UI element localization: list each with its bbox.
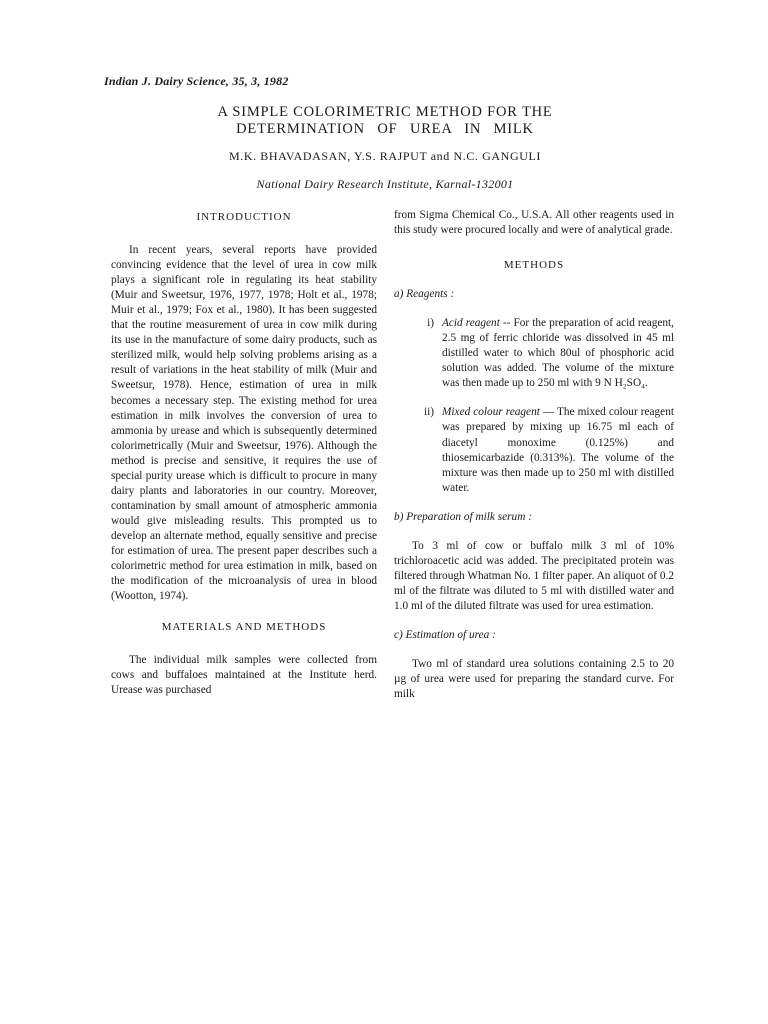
item-number: i) — [427, 317, 434, 330]
item-body: — The mixed colour reagent was prepared by mixing up 16.75 ml each of diacetyl monoxime (0.125%) and thiosemicarbazide (0.313%). The volume of the mixture was then made up to 250 ml with distilled water. — [442, 406, 674, 494]
section-heading-methods: METHODS — [503, 259, 565, 272]
milk-serum-paragraph: To 3 ml of cow or buffalo milk 3 ml of 10% trichloroacetic acid was added. The precipitated protein was filtered through Whatman No. 1 filter paper. An aliquot of 0.2 ml of the filtrate was diluted to 5 ml with distilled water and 1.0 ml of the diluted filtrate was used for urea estimation. — [394, 539, 674, 612]
paper-title-line2: DETERMINATION OF UREA IN MILK — [236, 121, 534, 137]
subheading-urea-estimation: c) Estimation of urea : — [394, 628, 496, 641]
author-list: M.K. BHAVADASAN, Y.S. RAJPUT and N.C. GANGULI — [228, 149, 542, 163]
introduction-paragraph: In recent years, several reports have provided convincing evidence that the level of urea in cow milk plays a significant role in regulating its heat stability (Muir and Sweetsur, 1976, 1977, 1978; Holt et al., 1978; Muir et al., 1979; Fox et al., 1980). It has been suggested that the routine measurement of urea in cow milk during its use in the manufacture of some dairy products, such as sterilized milk, would help solving problems arising as a result of variations in the heat stability of milk (Muir and Sweetsur, 1978). Hence, estimation of urea in milk becomes a necessary step. The existing method for urea estimation in milk involves the conversion of urea to ammonia by urease and which is subsequently determined colorimetrically (Muir and Sweetsur, 1976). Although the method is precise and sensitive, it requires the use of special purity urease which is difficult to procure in many dairy plants and laboratories in our country. Moreover, contamination by small amount of atmospheric ammonia would give misleading results. This prompted us to develop an alternate method, equally sensitive and precise for estimation of urea. The present paper describes such a colorimetric method for urea estimation in milk, based on the modification of the microanalysis of urea in blood (Wootton, 1974). — [111, 244, 377, 603]
section-heading-introduction: INTRODUCTION — [196, 211, 292, 223]
subheading-reagents: a) Reagents : — [394, 288, 455, 301]
right-column — [394, 208, 674, 702]
item-number: ii) — [423, 406, 434, 419]
affiliation: National Dairy Research Institute, Karnal-132001 — [256, 177, 514, 191]
reagent-item-acid — [394, 316, 674, 391]
item-label: Mixed colour reagent — [442, 406, 540, 419]
section-heading-materials-methods: MATERIALS AND METHODS — [161, 621, 327, 634]
left-column — [111, 208, 377, 698]
item-label: Acid reagent — [442, 317, 500, 330]
item-text — [442, 405, 674, 495]
subheading-milk-serum: b) Preparation of milk serum : — [394, 510, 532, 523]
reagent-item-mixed-colour — [394, 405, 674, 495]
materials-paragraph: The individual milk samples were collected from cows and buffaloes maintained at the Institute herd. Urease was purchased — [111, 654, 377, 697]
urea-estimation-paragraph: Two ml of standard urea solutions containing 2.5 to 20 µg of urea were used for preparing the standard curve. For milk — [394, 658, 674, 701]
item-body: -- For the preparation of acid reagent, 2.5 mg of ferric chloride was dissolved in 45 ml distilled water to which 80ul of phosphoric acid solution was added. The volume of the mixture was then made up to 250 ml with 9 N H₂SO₄. — [442, 317, 675, 390]
journal-citation: Indian J. Dairy Science, 35, 3, 1982 — [104, 74, 289, 88]
continued-paragraph: from Sigma Chemical Co., U.S.A. All other reagents used in this study were procured locally and were of analytical grade. — [394, 209, 674, 237]
item-text — [442, 316, 674, 391]
paper-title-line1: A SIMPLE COLORIMETRIC METHOD FOR THE — [217, 104, 553, 120]
